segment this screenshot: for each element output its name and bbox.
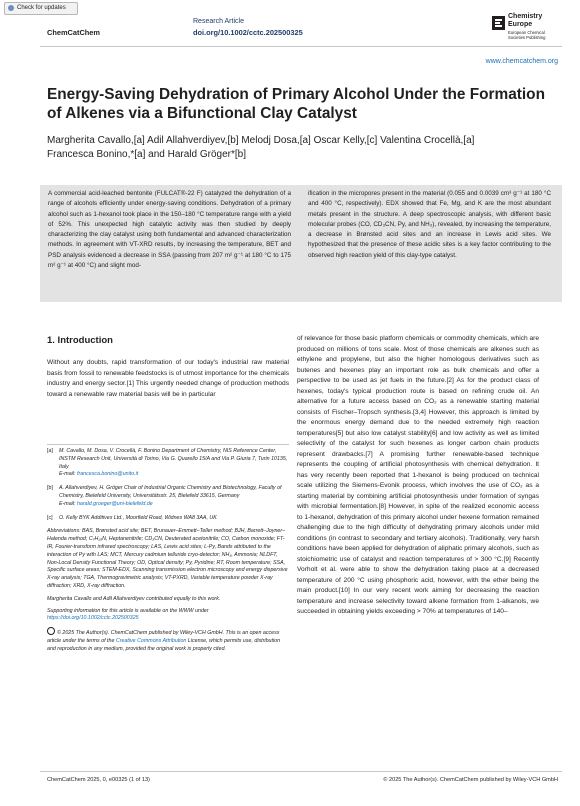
article-type: Research Article [193, 18, 244, 25]
check-for-updates-button[interactable]: Check for updates [4, 2, 78, 15]
journal-website-link[interactable]: www.chemcatchem.org [485, 58, 558, 65]
intro-column-1: Without any doubts, rapid transformation of our today's industrial raw material basis from fossil to renewable feedstocks is of utmost importance for the chemicals industry and energy sector.[1] This urgently needed change of production methods toward a renewable raw material basis will be in particular [47, 359, 289, 398]
journal-name: ChemCatChem [47, 28, 100, 37]
affiliations [47, 448, 289, 654]
authors-line-2: Francesca Bonino,*[a] and Harald Gröger*[b] [47, 148, 246, 160]
publisher-logo: Chemistry Europe European Chemical Societies Publishing [492, 13, 554, 43]
affiliation-divider [47, 444, 289, 445]
author-list [47, 134, 547, 161]
footer-citation: ChemCatChem 2025, 0, e00325 (1 of 13) [47, 777, 150, 783]
supporting-info-link[interactable]: https://doi.org/10.1002/cctc.202500325 [47, 615, 139, 622]
affiliation-a: [a] M. Cavallo, M. Dosa, V. Crocellà, F. Bonino Department of Chemistry, NIS Reference Center, INSTM Research Unit, Università di Torino, Via G. Quarello 15/A and Via P. Giuria 7, Turin 10135, Italy E-mail: francesca.bonino@unito.it [47, 448, 288, 478]
footer-divider [40, 771, 562, 772]
email-link-bonino[interactable]: francesca.bonino@unito.it [76, 471, 139, 478]
affiliation-c: [c] O. Kelly BYK Additives Ltd., Moorfield Road, Widnes WA8 3AA, UK [47, 514, 217, 521]
email-link-groeger[interactable]: harald.groeger@uni-bielefeld.de [76, 500, 153, 507]
update-icon [8, 5, 14, 11]
copyright-note: © 2025 The Author(s). ChemCatChem published by Wiley-VCH GmbH. This is an open access article under the terms of the Creative Commons Attribution License, which permits use, distribution and reproduction in any medium, provided the original work is properly cited. [47, 627, 289, 653]
license-link[interactable]: Creative Commons Attribution [115, 637, 187, 644]
abstract-right-column: ification in the micropores present in the material (0.055 and 0.0039 cm³ g⁻¹ at 180 °C and 400 °C, respectively). EDX showed that Fe, Mg, and K are the most abundant metals present in the structure. A deep spectroscopic analysis, with different basic molecular probes (CO, CD₃CN, Py, and NH₃), revealed, by increasing the temperature, a decrease in Brønsted acid sites and an increase in Lewis acid sites. We hypothesized that the presence of these acidic sites is a key factor contributing to the observed high reaction yield of this clay-type catalyst. [308, 190, 551, 259]
abstract-box [40, 185, 562, 302]
header-divider [40, 46, 562, 47]
intro-column-2: of relevance for those basic platform chemicals or commodity chemicals, which are produced on millions of tons scale. Most of those chemicals are alkenes such as ethylene and propylene, but also the higher homologous derivatives such as butenes and hexenes play an important role as bulk chemicals and offer a perspective to be used as jet fuels in the future.[2] As for the product class of hexenes, today's typical production route is based on refining crude oil. An alternative for a future access based on CO₂ as a renewable starting material consists of Fischer–Tropsch synthesis.[3,4] However, this approach is limited by the enormous energy demand due to the needed extremely high reaction temperatures[5] but also low catalyst stability[6] and low activity as well as limited selectivity of the catalyst for such hexenes as longer carbon chain products represent drawbacks.[7] A promising further renewable-based technique represents the coupling of artificial photosynthesis with chemical dehydration. It has very recently been reported that 1-hexanol is being produced on technical scale utilizing the Siemens-Evonik process, which involves the use of CO₂ as a starting material by combining artificial photosynthesis under formation of syngas with microbial fermentation.[8] However, in spite of the realized economic access to 1-hexanol, dehydration of this primary alcohol under hexene formation remained challenging due to the high difficulty of dehydrating primary alcohols under mild conditions (in contrast to secondary and tertiary alcohols). Traditionally, very harsh conditions have been applied for dehydration of aliphatic primary alcohols, such as stoichiometric use of catalyst and reaction temperatures of > 300 °C.[9] Recently Vorholt et al. were able to show the dehydration taking place at a decreased temperature of 200 °C using phosphoric acid, however, with the ether being the main product.[10] In our very recent work aiming for decreasing the reaction temperature and increase selectivity toward alkene formation from 1-alkanols, we succeeded in obtaining yields exceeding > 70% at temperatures of 140– [297, 335, 539, 615]
supporting-info: Supporting information for this article is available on the WWW under https://doi.org/10.1002/cctc.202500325 [47, 607, 209, 622]
equal-contribution-note: Margherita Cavallo and Adil Allahverdiyev contributed equally to this work. [47, 595, 221, 602]
article-title: Energy-Saving Dehydration of Primary Alcohol Under the Formation of Alkenes via a Bifunctional Clay Catalyst [47, 86, 545, 122]
section-heading: 1. Introduction [47, 335, 113, 346]
logo-subtitle-1: European Chemical [508, 30, 545, 35]
affiliation-b: [b] A. Allahverdiyev, H. Gröger Chair of Industrial Organic Chemistry and Biotechnology, Faculty of Chemistry, Bielefeld University, Universitätsstr. 25, Bielefeld 33615, Germany E-mail: harald.groeger@uni-bielefeld.de [47, 485, 282, 507]
abstract-left-column: A commercial acid-leached bentonite (FULCAT®-22 F) catalyzed the dehydration of a range of alcohols efficiently under energy-saving conditions. Dehydration of a primary alcohol such as 1-hexanol took place in the 150–180 °C temperature range with a yield of 52%. This unexpected high catalytic activity was then studied by deeply characterizing the clay catalyst using both fundamental and advanced characterization methods. In agreement with VT-XRD results, by increasing the temperature, BET and PSD analysis evidenced a decrease in SSA (passing from 207 m² g⁻¹ at 180 °C to 175 m² g⁻¹ at 400 °C) and slight mod- [48, 190, 291, 270]
doi-link[interactable]: doi.org/10.1002/cctc.202500325 [193, 28, 303, 37]
open-access-icon [47, 627, 55, 635]
abbreviations: Abbreviations: BAS, Brønsted acid site; BET, Brunauer–Emmett–Teller method; BJH, Barrett–Joyner–Halenda method; C₇H₁₅N, Heptanenitrile; CD₃CN, Deuterated acetonitrile; CO, Carbon monoxide; FT-IR, Fourier-transform infrared spectroscopy; LAS, Lewis acid sites; L-Py, Bands attributed to the interaction of Py with LAS; MCT, Mercury cadmium telluride cryo-detector; NH₃, Ammonia; NLDFT, Non-Local Density Functional Theory; OD, Optical density; Py, Pyridine; RT, Room temperature; SSA, Specific surface areas; STEM-EDX, Scanning transmission electron microscopy and energy dispersive X-ray analysis; TGA, Thermogravimetric analysis; VT-PXRD, Variable temperature powder X-ray diffraction; XRD, X-ray diffraction. [47, 528, 288, 589]
chemistry-europe-logo-icon [492, 16, 505, 30]
authors-line-1: Margherita Cavallo,[a] Adil Allahverdiyev,[b] Melodj Dosa,[a] Oscar Kelly,[c] Valentina Crocellà,[a] [47, 135, 475, 146]
footer-copyright: © 2025 The Author(s). ChemCatChem published by Wiley-VCH GmbH [383, 777, 558, 783]
logo-subtitle-2: Societies Publishing [508, 35, 546, 40]
